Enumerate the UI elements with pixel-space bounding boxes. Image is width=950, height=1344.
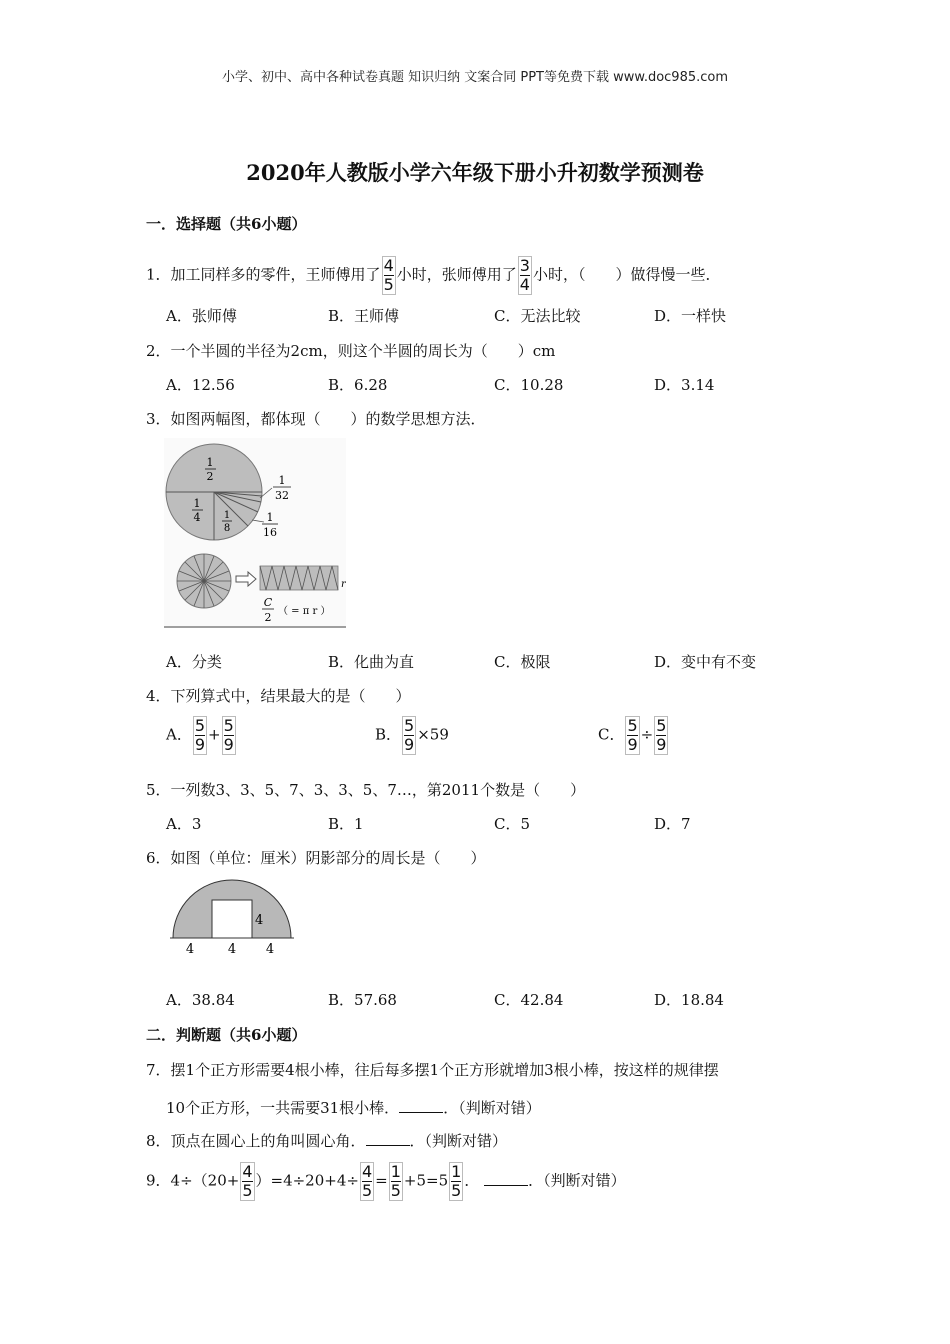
white-square: [212, 900, 252, 938]
q2-option-b: B．6.28: [328, 376, 388, 394]
q6-option-a: A．38.84: [166, 991, 235, 1009]
q5-option-b: B．1: [328, 815, 364, 833]
label-half-num: 1: [206, 456, 214, 469]
label-square-side: 4: [255, 913, 264, 928]
label-r: r: [341, 579, 346, 590]
sector-lines: [177, 554, 231, 608]
q4-option-b: B． $\frac{5}{9}$ ×59: [375, 716, 449, 754]
q3-option-a: A．分类: [166, 653, 222, 671]
q3-option-b: B．化曲为直: [328, 653, 415, 671]
page-title: 2020年人教版小学六年级下册小升初数学预测卷: [246, 160, 704, 185]
question-1: 1．加工同样多的零件，王师傅用了 $\frac{4}{5}$ 小时，张师傅用了 $\frac{3}{4}$ 小时，（ ）做得慢一些．: [146, 256, 721, 294]
label-half-den: 2: [206, 470, 214, 483]
q6-option-d: D．18.84: [654, 991, 724, 1009]
question-6: 6．如图（单位：厘米）阴影部分的周长是（ ）: [146, 849, 486, 867]
answer-blank-7: [399, 1098, 443, 1113]
label-two: 2: [264, 611, 272, 624]
label-quarter-den: 4: [193, 511, 201, 524]
question-5: 5．一列数3、3、5、7、3、3、5、7…，第2011个数是（ ）: [146, 781, 586, 799]
section-choice-heading: 一．选择题（共6小题）: [146, 215, 307, 233]
label-quarter-num: 1: [193, 497, 201, 510]
q1-option-b: B．王师傅: [328, 307, 400, 325]
label-16-num: 1: [266, 511, 274, 524]
question-8: 8．顶点在圆心上的角叫圆心角． ．（判断对错）: [146, 1132, 508, 1150]
label-c: C: [263, 596, 273, 609]
label-eighth-den: 8: [223, 523, 231, 534]
label-eq-pi-r: （ = π r ）: [278, 606, 331, 617]
question-9: 9．4÷（20+ $\frac{4}{5}$ ）=4÷20+4÷ $\frac{4}{5}$ = $\frac{1}{5}$ +5=5 $\frac{1}{5}$ ． ．（判断对错）: [146, 1162, 626, 1200]
fraction-4-5: $\frac{4}{5}$: [383, 256, 394, 294]
label-base-right: 4: [265, 942, 275, 957]
label-32-num: 1: [278, 474, 286, 487]
q6-figure: [170, 876, 294, 960]
q1-option-a: A．张师傅: [166, 307, 237, 325]
fraction-3-4: $\frac{3}{4}$: [519, 256, 530, 294]
q2-option-a: A．12.56: [166, 376, 235, 394]
section-judge-heading: 二．判断题（共6小题）: [146, 1026, 307, 1044]
question-7-line-1: 7．摆1个正方形需要4根小棒，往后每多摆1个正方形就增加3根小棒，按这样的规律摆: [146, 1061, 719, 1079]
q2-option-d: D．3.14: [654, 376, 715, 394]
q5-option-d: D．7: [654, 815, 691, 833]
label-base-middle: 4: [227, 942, 237, 957]
q2-option-c: C．10.28: [494, 376, 564, 394]
q4-option-a: A． $\frac{5}{9}$ + $\frac{5}{9}$: [166, 716, 234, 754]
question-3: 3．如图两幅图，都体现（ ）的数学思想方法．: [146, 410, 486, 428]
q6-option-b: B．57.68: [328, 991, 397, 1009]
label-eighth-num: 1: [223, 510, 231, 521]
q3-option-c: C．极限: [494, 653, 551, 671]
q5-option-c: C．5: [494, 815, 531, 833]
q5-option-a: A．3: [166, 815, 202, 833]
q1-option-c: C．无法比较: [494, 307, 581, 325]
question-4: 4．下列算式中，结果最大的是（ ）: [146, 687, 411, 705]
q4-option-c: C． $\frac{5}{9}$ ÷ $\frac{5}{9}$: [598, 716, 667, 754]
question-2: 2．一个半圆的半径为2cm，则这个半圆的周长为（ ）cm: [146, 342, 556, 360]
label-32-den: 32: [275, 489, 289, 502]
answer-blank-9: [484, 1171, 528, 1186]
rearranged-strip: [260, 566, 338, 590]
label-16-den: 16: [263, 526, 277, 539]
page-header: 小学、初中、高中各种试卷真题 知识归纳 文案合同 PPT等免费下载 www.doc985.com: [221, 70, 729, 85]
answer-blank-8: [366, 1131, 410, 1146]
q3-figure: [164, 438, 346, 628]
q1-option-d: D．一样快: [654, 307, 727, 325]
q6-option-c: C．42.84: [494, 991, 564, 1009]
question-7-line-2: 10个正方形，一共需要31根小棒． ．（判断对错）: [166, 1099, 541, 1117]
q3-option-d: D．变中有不变: [654, 653, 757, 671]
label-base-left: 4: [185, 942, 195, 957]
